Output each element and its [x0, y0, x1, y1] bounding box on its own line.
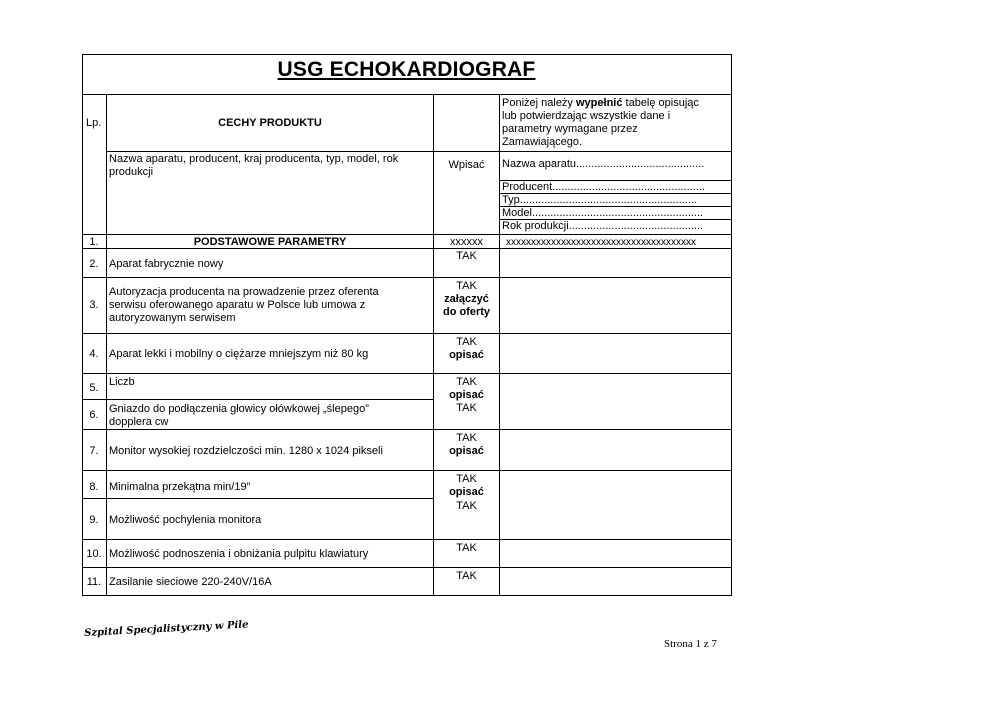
header-instruction-line1: Poniżej należy wypełnić tabelę opisując [502, 97, 699, 109]
row-num: 2. [89, 258, 99, 270]
row-requirement: opisać [449, 486, 484, 498]
row-requirement: opisać [449, 389, 484, 401]
header-instruction-line2: lub potwierdzając wszystkie dane i [502, 110, 671, 122]
row-requirement: TAK [456, 336, 477, 348]
row-feature: Minimalna przekątna min/19” [109, 481, 251, 493]
device-field-year[interactable]: Rok produkcji............................................ [502, 220, 704, 232]
row-requirement: TAK [456, 432, 477, 444]
row-feature: autoryzowanym serwisem [109, 312, 236, 324]
row-feature: Możliwość podnoszenia i obniżania pulpitu klawiatury [109, 548, 369, 560]
row-feature: serwisu oferowanego aparatu w Polsce lub umowa z [109, 299, 366, 311]
row-feature: Autoryzacja producenta na prowadzenie przez oferenta [109, 286, 379, 298]
row-feature: Możliwość pochylenia monitora [109, 514, 262, 526]
row-feature: dopplera cw [109, 416, 169, 428]
row-feature: Aparat lekki i mobilny o ciężarze mniejszym niż 80 kg [109, 348, 369, 360]
device-field-producer[interactable]: Producent.................................................. [502, 181, 705, 193]
row-requirement: opisać [449, 349, 484, 361]
row-feature: Aparat fabrycznie nowy [109, 258, 224, 270]
row-num: 4. [89, 348, 99, 360]
header-instruction-line3: parametry wymagane przez [502, 123, 638, 135]
section-col3: xxxxxx [450, 236, 483, 248]
header-features: CECHY PRODUKTU [218, 117, 322, 129]
row-requirement: załączyć [444, 293, 489, 305]
row-requirement: TAK [456, 473, 477, 485]
device-field-model[interactable]: Model........................................................ [502, 207, 704, 219]
device-info-label-line2: produkcji [109, 166, 154, 178]
device-info-label-line1: Nazwa aparatu, producent, kraj producenta, typ, model, rok [109, 153, 399, 165]
row-num: 10. [86, 548, 102, 560]
row-num: 7. [89, 445, 99, 457]
row-num: 9. [89, 514, 99, 526]
section-col4: xxxxxxxxxxxxxxxxxxxxxxxxxxxxxxxxxxxxxx [506, 237, 696, 248]
row-requirement: TAK [456, 570, 477, 582]
row-requirement: opisać [449, 445, 484, 457]
row-requirement: TAK [456, 376, 477, 388]
row-requirement: TAK [456, 542, 477, 554]
section-num: 1. [89, 236, 99, 248]
row-num: 8. [89, 481, 99, 493]
row-num: 11. [86, 576, 102, 588]
device-field-name[interactable]: Nazwa aparatu.......................................... [502, 158, 705, 170]
row-num: 5. [89, 382, 99, 394]
header-lp: Lp. [86, 117, 102, 129]
row-feature: Monitor wysokiej rozdzielczości min. 1280 x 1024 pikseli [109, 445, 383, 457]
row-feature: Liczb [109, 376, 135, 388]
section-label: PODSTAWOWE PARAMETRY [193, 236, 347, 248]
row-num: 6. [89, 409, 99, 421]
row-requirement: TAK [456, 402, 477, 414]
row-requirement: TAK [456, 250, 477, 262]
device-field-type[interactable]: Typ.......................................................... [502, 194, 697, 206]
row-num: 3. [89, 299, 99, 311]
row-requirement: do oferty [442, 306, 491, 318]
row-feature: Zasilanie sieciowe 220-240V/16A [109, 576, 272, 588]
page-number: Strona 1 z 7 [664, 638, 717, 650]
row-feature: Gniazdo do podłączenia głowicy ołówkowej „ślepego” [109, 403, 369, 415]
device-info-action: Wpisać [448, 159, 485, 171]
header-instruction-line4: Zamawiającego. [502, 136, 583, 148]
row-requirement: TAK [456, 280, 477, 292]
hospital-stamp: Szpital Specjalistyczny w Pile [84, 619, 249, 639]
document-title: USG ECHOKARDIOGRAF [277, 58, 536, 81]
row-requirement: TAK [456, 500, 477, 512]
